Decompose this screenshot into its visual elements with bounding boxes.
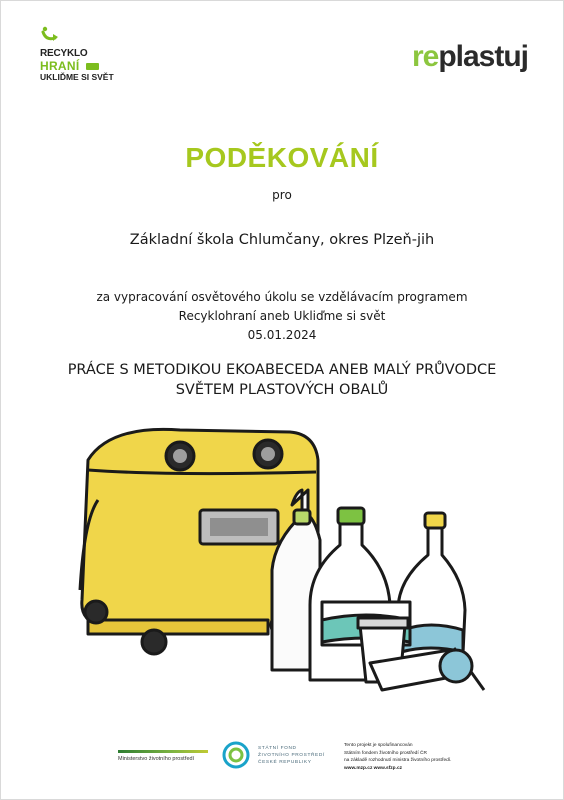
recyklohrani-logo — [40, 26, 130, 86]
note-line: Státním fondem životního prostředí ČR — [344, 750, 427, 756]
funding-note — [344, 742, 451, 772]
certificate-title: PODĚKOVÁNÍ — [185, 142, 379, 173]
fund-text — [258, 745, 325, 766]
logo-plastuj: plastuj — [438, 40, 528, 73]
replastuj-logo — [412, 40, 528, 74]
note-line: na základě rozhodnutí ministra životního prostředí. — [344, 758, 452, 764]
fund-line: ŽIVOTNÍHO PROSTŘEDÍ — [258, 753, 325, 758]
logo-line-hrani: HRANÍ — [40, 59, 80, 73]
logo-tag — [86, 63, 99, 70]
recycle-arrow-icon — [40, 26, 62, 44]
fund-line: ČESKÉ REPUBLIKY — [258, 760, 312, 765]
fund-circle-icon — [222, 741, 250, 769]
task-line: SVĚTEM PLASTOVÝCH OBALŮ — [175, 382, 389, 398]
note-links: www.mzp.cz www.sfzp.cz — [344, 765, 403, 771]
fund-line: STÁTNÍ FOND — [258, 746, 297, 751]
footer — [0, 738, 564, 788]
recycling-illustration — [70, 420, 500, 710]
date-text: 05.01.2024 — [247, 328, 317, 342]
logo-line-uklidme: UKLIĎME SI SVĚT — [40, 72, 114, 82]
ministry-bar — [118, 750, 208, 753]
logo-line-recyklo: RECYKLO — [40, 48, 88, 59]
recipient-name: Základní škola Chlumčany, okres Plzeň-jih — [129, 232, 435, 248]
ministry-name: Ministerstvo životního prostředí — [118, 756, 195, 762]
plastic-bottles-icon — [272, 490, 484, 690]
logo-re: re — [411, 40, 439, 73]
note-line: Tento projekt je spolufinancován — [344, 743, 413, 748]
ministry-logo — [118, 738, 208, 762]
description-line: za vypracování osvětového úkolu se vzdělávacím programem — [96, 290, 468, 304]
task-line: PRÁCE S METODIKOU EKOABECEDA ANEB MALÝ PRŮVODCE — [67, 362, 497, 378]
task-title — [0, 360, 564, 400]
pro-text: pro — [272, 188, 292, 202]
fund-logo — [222, 741, 332, 775]
description-line: Recyklohraní aneb Ukliďme si svět — [178, 309, 386, 323]
description — [0, 288, 564, 345]
